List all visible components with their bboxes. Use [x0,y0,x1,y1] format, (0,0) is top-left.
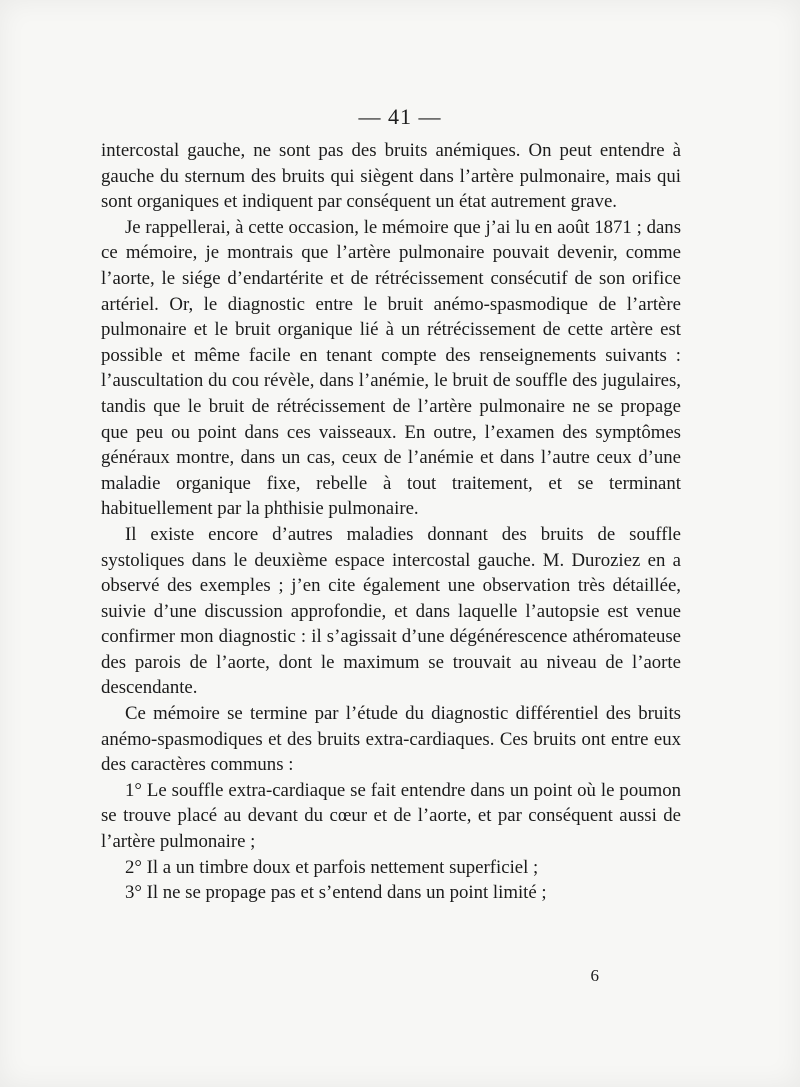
paragraph-other-diseases: Il existe encore d’autres maladies donnant des bruits de souffle systoliques dans le deuxième espace intercostal gauche. M. Duroziez en a observé des exemples ; j’en cite également une observation très détaillée, suivie d’une discussion approfondie, et dans laquelle l’autopsie est venue confirmer mon diagnostic : il s’agissait d’une dégénérescence athéromateuse des parois de l’aorte, dont le maximum se trouvait au niveau de l’aorte descendante. [101,523,681,699]
list-item-3: 3° Il ne se propage pas et s’entend dans un point limité ; [125,882,547,904]
paragraph-continuation: intercostal gauche, ne sont pas des bruits anémiques. On peut entendre à gauche du sternum des bruits qui siègent dans l’artère pulmonaire, mais qui sont organiques et indiquent par conséquent un état autrement grave. [101,140,681,213]
paragraph-pulmonary-artery: Je rappellerai, à cette occasion, le mémoire que j’ai lu en août 1871 ; dans ce mémoire, je montrais que l’artère pulmonaire pouvait devenir, comme l’aorte, le siége d’endartérite et de rétrécissement consécutif de son orifice artériel. Or, le diagnostic entre le bruit anémo-spasmodique de l’artère pulmonaire et le bruit organique lié à un rétrécissement de cette artère est possible et même facile en tenant compte des renseignements suivants : l’auscultation du cou révèle, dans l’anémie, le bruit de souffle des jugulaires, tandis que le bruit de rétrécissement de l’artère pulmonaire ne se propage que peu ou point dans ces vaisseaux. En outre, l’examen des symptômes généraux montre, dans un cas, ceux de l’anémie et dans l’autre ceux d’une maladie organique fixe, rebelle à tout traitement, et se terminant habituellement par la phthisie pulmonaire. [101,216,681,520]
list-item-2: 2° Il a un timbre doux et parfois nettement superficiel ; [125,856,539,878]
page-number: — 41 — [358,104,442,129]
paragraph-differential-diagnosis: Ce mémoire se termine par l’étude du diagnostic différentiel des bruits anémo-spasmodiques et des bruits extra-cardiaques. Ces bruits ont entre eux des caractères communs : [101,703,681,776]
body-text [101,138,681,906]
list-item-1: 1° Le souffle extra-cardiaque se fait entendre dans un point où le poumon se trouve placé au devant du cœur et de l’aorte, et par conséquent aussi de l’artère pulmonaire ; [101,779,681,853]
signature-mark: 6 [590,966,599,985]
